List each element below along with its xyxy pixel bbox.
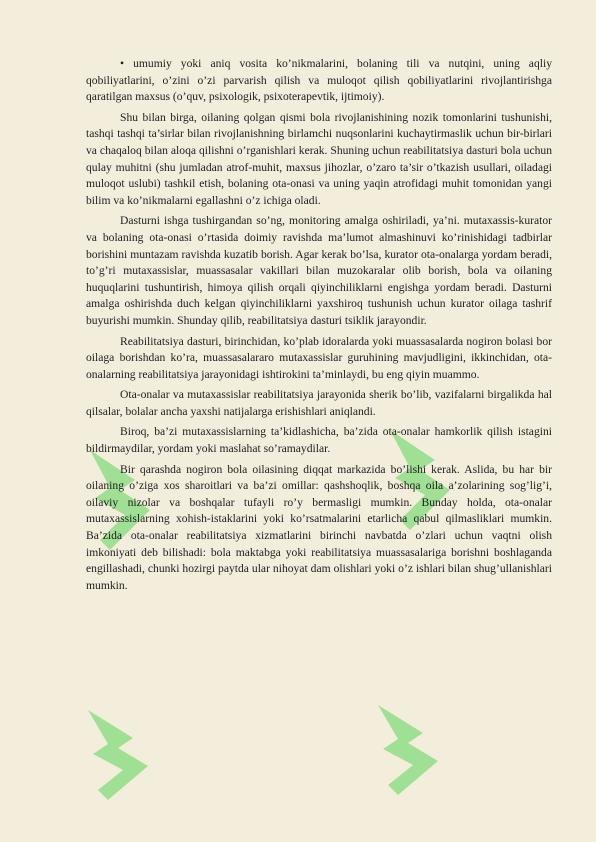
- paragraph: Shu bilan birga, oilaning qolgan qismi bola rivojlanishining nozik tomonlarini tushunishi, tashqi tashqi ta’sirlar bilan rivojlanishning birlamchi nuqsonlarini kuchaytirmaslik uchun bir-birlari va chaqaloq bilan aloqa qilishni o’rganishlari kerak. Shuning uchun reabilitatsiya dasturi bola uchun qulay muhitni (shu jumladan atrof-muhit, maxsus jihozlar, o’zaro ta’sir o’tkazish usullari, oiladagi muloqot uslubi) tashkil etish, bolaning ota-onasi va uning yaqin atrofidagi muhit tomonidan yangi bilim va ko’nikmalarni egallashni o’z ichiga oladi.: [86, 110, 552, 207]
- paragraph: Bir qarashda nogiron bola oilasining diqqat markazida bo’lishi kerak. Aslida, bu har bir oilaning o’ziga xos sharoitlari va ba’zi omillar: qashshoqlik, boshqa oila a’zolarining sog’lig’i, oilaviy nizolar va boshqalar tufayli ro’y bermasligi mumkin. Bunday holda, ota-onalar mutaxassislarning xohish-istaklarini yoki ko’rsatmalarini etarlicha qabul qilmasliklari mumkin. Ba’zida ota-onalar reabilitatsiya xizmatlarini birinchi navbatda o’zlari uchun vaqtni olish imkoniyati deb bilishadi: bola maktabga yoki reabilitatsiya muassasalariga borishni boshlaganda engillashadi, chunki hozirgi paytda ular nihoyat dam olishlari yoki o’z ishlari bilan shug’ullanishlari mumkin.: [86, 462, 552, 592]
- watermark-logo-icon: [78, 700, 158, 810]
- paragraph: Biroq, ba’zi mutaxassislarning ta’kidlashicha, ba’zida ota-onalar hamkorlik qilish istagini bildirmaydilar, yordam yoki maslahat so’ramaydilar.: [86, 425, 552, 456]
- watermark-logo-icon: [368, 695, 448, 805]
- paragraph: Reabilitatsiya dasturi, birinchidan, ko’plab idoralarda yoki muassasalarda nogiron bolasi bor oilaga borishdan ko’ra, muassasalararo mutaxassislar guruhining mavjudligini, ikkinchidan, ota-onalarning reabilitatsiya jarayonidagi ishtirokini ta’minlaydi, bu eng qiyin muammo.: [86, 334, 552, 381]
- paragraph: • umumiy yoki aniq vosita ko’nikmalarini, bolaning tili va nutqini, uning aqliy qobiliyatlarini, o’zini o’zi parvarish qilish va muloqot qilish qobiliyatlarini rivojlantirishga qaratilgan maxsus (o’quv, psixologik, psixoterapevtik, ijtimoiy).: [86, 57, 552, 104]
- paragraph: Ota-onalar va mutaxassislar reabilitatsiya jarayonida sherik bo’lib, vazifalarni birgalikda hal qilsalar, bolalar ancha yaxshi natijalarga erishishlari aniqlandi.: [86, 388, 552, 418]
- paragraph: Dasturni ishga tushirgandan so’ng, monitoring amalga oshiriladi, ya’ni. mutaxassis-kurator va bolaning ota-onasi o’rtasida doimiy ravishda ma’lumot almashinuvi ko’rinishidagi tadbirlar borishini muntazam ravishda kuzatib borish. Agar kerak bo’lsa, kurator ota-onalarga yordam beradi, to’g’ri mutaxassislar, muassasalar vakillari bilan muzokaralar olib borish, bola va oilaning huquqlarini tushuntirish, himoya qilish orqali qiyinchiliklarni engishga yordam beradi. Dasturni amalga oshirishda duch kelgan qiyinchiliklarni yaxshiroq tushunish uchun kurator oilaga tashrif buyurishi mumkin. Shunday qilib, reabilitatsiya dasturi tsiklik jarayondir.: [86, 214, 552, 327]
- document-body: [86, 56, 552, 598]
